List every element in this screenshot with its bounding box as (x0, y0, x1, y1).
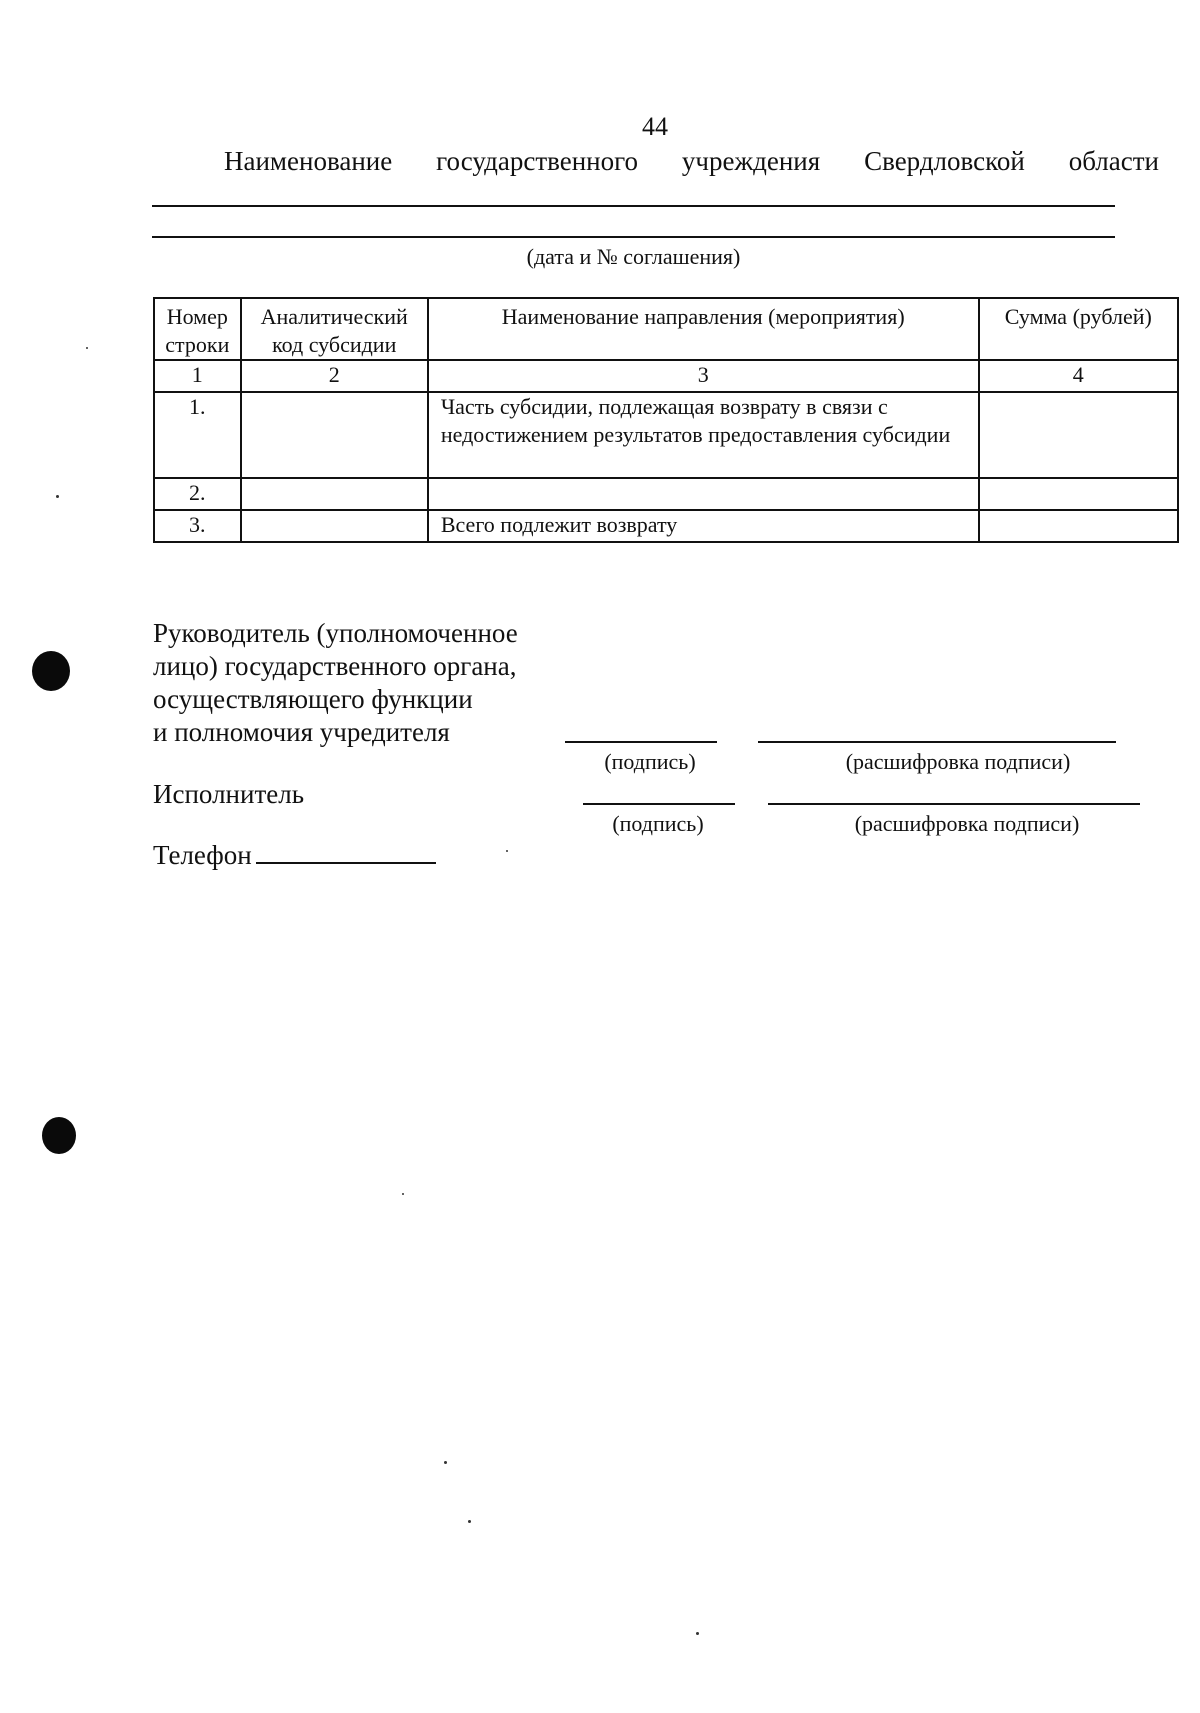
heading-word: государственного (436, 146, 639, 176)
signatory-line: лицо) государственного органа, (153, 651, 517, 681)
phone-input-line[interactable] (256, 840, 436, 864)
heading-word: Свердловской (864, 146, 1025, 176)
signatory-line: и полномочия учредителя (153, 717, 450, 747)
row-name (428, 478, 979, 510)
executor-decryption-caption: (расшифровка подписи) (854, 811, 1080, 836)
column-number: 3 (428, 360, 979, 392)
executor-label: Исполнитель (153, 779, 305, 809)
punch-hole-mark (32, 651, 70, 691)
row-sum (979, 510, 1178, 542)
row-number: 2. (154, 478, 241, 510)
header-direction-name: Наименование направления (мероприятия) (428, 298, 979, 360)
heading-word: учреждения (681, 146, 821, 176)
signatory-line: Руководитель (уполномоченное (153, 618, 518, 648)
row-code (241, 510, 428, 542)
heading-word: области (1068, 146, 1159, 176)
scan-speck (56, 495, 59, 498)
head-decryption-caption: (расшифровка подписи) (845, 749, 1071, 774)
page-number: 44 (642, 112, 668, 141)
header-row-number: Номер строки (154, 298, 241, 360)
signatory-line: осуществляющего функции (153, 684, 473, 714)
row-name: Всего подлежит возврату (428, 510, 979, 542)
scan-speck (468, 1520, 471, 1523)
row-sum (979, 478, 1178, 510)
agreement-line[interactable] (152, 236, 1115, 238)
subsidy-return-table (153, 297, 1179, 543)
column-number: 4 (979, 360, 1178, 392)
institution-heading (224, 146, 1159, 177)
phone-field (153, 840, 436, 871)
table-row (154, 392, 1178, 478)
table-row (154, 478, 1178, 510)
column-number: 2 (241, 360, 428, 392)
table-header-row (154, 298, 1178, 360)
executor-signature-line[interactable] (583, 803, 735, 805)
column-number: 1 (154, 360, 241, 392)
scan-speck (696, 1632, 699, 1635)
row-code (241, 392, 428, 478)
head-signature-line[interactable] (565, 741, 717, 743)
head-signature-caption: (подпись) (604, 749, 696, 774)
executor-signature-caption: (подпись) (612, 811, 704, 836)
row-name: Часть субсидии, подлежащая возврату в связи с недостижением результатов предоставления субсидии (428, 392, 979, 478)
head-signatory-label (153, 617, 518, 749)
header-sum: Сумма (рублей) (979, 298, 1178, 360)
phone-label: Телефон (153, 840, 252, 870)
institution-name-line[interactable] (152, 205, 1115, 207)
scan-speck (402, 1193, 404, 1195)
table-row (154, 510, 1178, 542)
heading-word: Наименование (224, 146, 393, 176)
row-number: 3. (154, 510, 241, 542)
header-analytic-code: Аналитический код субсидии (241, 298, 428, 360)
row-sum (979, 392, 1178, 478)
row-code (241, 478, 428, 510)
agreement-caption: (дата и № соглашения) (526, 244, 741, 269)
head-decryption-line[interactable] (758, 741, 1116, 743)
scan-speck (506, 850, 508, 852)
scan-speck (444, 1461, 447, 1464)
punch-hole-mark (42, 1117, 76, 1154)
executor-decryption-line[interactable] (768, 803, 1140, 805)
row-number: 1. (154, 392, 241, 478)
scan-speck (86, 347, 88, 349)
column-number-row (154, 360, 1178, 392)
